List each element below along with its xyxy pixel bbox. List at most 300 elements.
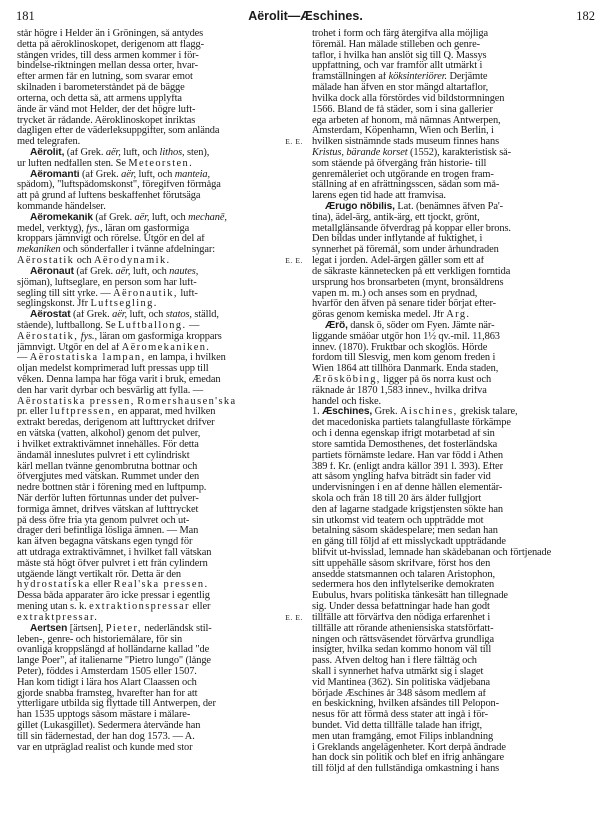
text-line	[17, 299, 303, 310]
text-line	[312, 245, 596, 256]
text-run: Meteorsten.	[128, 158, 194, 169]
text-run: ur luften nedfallen sten. Se	[17, 158, 129, 169]
text-line	[17, 267, 303, 278]
text-line	[17, 51, 303, 62]
text-run: till sin fädernestad, der han dog 1573. — A.	[17, 731, 195, 742]
text-line	[17, 310, 303, 321]
text-run: utgående långt vertikalt rör. Detta är den	[17, 569, 182, 580]
text-run: trohet i form och färg återgifva alla möjliga	[312, 29, 489, 39]
text-line	[312, 570, 596, 581]
text-run: sig. Under dessa befattningar hade han godt	[312, 602, 490, 613]
text-run: ansedde statsmannen och talaren Aristophon,	[312, 569, 495, 580]
text-run: spådom), "luftspådomskonst", föregifven förmåga	[17, 180, 221, 191]
text-run: extrakt beredas, derigenom att lufttrycket drifver	[17, 418, 215, 429]
text-line	[312, 159, 596, 170]
text-run: nesus för att förmå dess stater att ingå i för-	[312, 710, 489, 721]
text-run: taflor, i hvilka han anslöt sig till Q. Massys	[312, 50, 487, 61]
text-line	[312, 462, 596, 473]
text-line	[312, 364, 596, 375]
text-run: synnerhet på föremål, som under århundraden	[312, 245, 499, 256]
text-run: köksinteriörer.	[388, 72, 448, 83]
text-run: mening utan s. k.	[17, 602, 90, 613]
text-run: gjorde snabba framsteg, hvarefter han for att	[17, 688, 198, 699]
text-line	[312, 353, 596, 364]
text-run: en gång till följd af ett misslyckadt uppträdande	[312, 537, 506, 548]
text-run: stången vrides, till dess armen kommer i för-	[17, 50, 199, 61]
entry-headword: Aëronaut	[30, 266, 74, 277]
text-line	[312, 635, 596, 646]
text-run: ände är vänd mot Helder, der det högre luft-	[17, 104, 196, 115]
text-line	[312, 689, 596, 700]
text-run: undervisningen i en af denne hållen elementär-	[312, 483, 503, 494]
text-run: lange Poer", af italienarne "Pietro lungo" (långe	[17, 656, 211, 667]
text-line	[17, 332, 303, 343]
entry-headword: Aertsen	[30, 623, 68, 634]
text-run: genremåleriet och utgörande en trogen fram-	[312, 169, 494, 180]
text-run: Den bildas under inflytande af fuktighet, i	[312, 234, 483, 245]
author-signature: E. E.	[285, 137, 303, 147]
text-run: leben-, genre- och historiemålare, för sin	[17, 634, 183, 645]
text-line	[17, 256, 303, 267]
text-line	[17, 678, 303, 689]
text-line	[17, 667, 303, 678]
text-run: med telegrafen.	[17, 137, 81, 148]
text-run: att på grund af luftens beskaffenhet förutsäga	[17, 191, 201, 202]
text-line	[312, 602, 596, 613]
text-run: och i denna egenskap ifrigt motarbetad af sin	[312, 429, 495, 440]
text-line	[312, 126, 596, 137]
text-line	[17, 483, 303, 494]
text-line	[312, 224, 596, 235]
text-run: insigter, hvilka sedan kommo honom väl till	[312, 645, 492, 656]
text-run: handel och fiske.	[312, 396, 381, 407]
text-line	[17, 180, 303, 191]
text-line	[312, 537, 596, 548]
text-line	[312, 526, 596, 537]
text-line	[17, 105, 303, 116]
text-line	[17, 516, 303, 527]
text-line	[17, 94, 303, 105]
text-run: målade han äfven en stor mängd altartaflor,	[312, 83, 489, 94]
text-run: —	[186, 320, 200, 331]
text-run: kommande händelser.	[17, 202, 106, 212]
text-line	[17, 537, 303, 548]
text-run: manteia,	[174, 169, 211, 180]
text-line	[17, 29, 303, 40]
text-run: luft, och	[120, 147, 160, 158]
text-run: mechanē,	[188, 212, 227, 223]
text-line	[312, 548, 596, 559]
text-run: mekaniken	[17, 245, 61, 256]
text-line	[312, 407, 596, 418]
text-run: ningen och rättsväsendet förvärfva grundliga	[312, 634, 494, 645]
text-run: —	[17, 353, 30, 364]
text-line	[312, 202, 596, 213]
text-run: till följd af den fullständiga omkastning i hans	[312, 764, 500, 775]
text-line	[17, 462, 303, 473]
text-run: gillet (Lukasgillet). Sedermera återvände han	[17, 721, 201, 731]
text-line	[17, 40, 303, 51]
text-line	[312, 418, 596, 429]
text-run: skall i synnerhet hafva utmärkt sig i slaget	[312, 666, 484, 677]
text-line	[17, 343, 303, 354]
text-line	[312, 699, 596, 710]
entry-headword: Æschines,	[322, 407, 373, 418]
text-run: ovanliga kroppslängd af holländarne kallad "de	[17, 645, 210, 656]
text-run: Han kom tidigt i lära hos Alart Claassen och	[17, 677, 197, 688]
text-run: extraktpressar.	[17, 612, 99, 623]
text-line	[312, 116, 596, 127]
text-line	[17, 699, 303, 710]
text-run: räknade år 1870 1,583 innev., hvilka drifva	[312, 385, 487, 396]
text-run: När derför luften förtunnas under det pulver-	[17, 493, 199, 504]
text-run: ställning af en afrättningsscen, sådan som må-	[312, 180, 500, 191]
text-line	[312, 451, 596, 462]
text-run: Ärg.	[446, 310, 471, 321]
text-run: Derjämte	[447, 72, 488, 83]
text-run: pass. Äfven deltog han i flere fälttåg och	[312, 656, 477, 667]
text-run: en apparat, med hvilken	[115, 407, 216, 418]
text-run: stående), luftballong. Se	[17, 320, 118, 331]
text-run: dagligen efter de väderleksuppgifter, som anlända	[17, 126, 220, 137]
text-line	[312, 397, 596, 408]
text-run: Aërostatik	[17, 256, 75, 267]
entry-headword: Aërolit,	[30, 147, 65, 158]
text-line	[312, 656, 596, 667]
text-run: han dock sin politik och blef en ifrig anhängare	[312, 753, 504, 764]
text-run: vid Mantinea (362). Sin politiska vädjebana	[312, 677, 491, 688]
text-line	[312, 61, 596, 72]
text-line	[312, 191, 596, 202]
text-line	[312, 137, 596, 148]
text-line	[312, 580, 596, 591]
text-run: måste stå högt öfver pulvret i ett från cylindern	[17, 558, 208, 569]
text-run: orterna, och detta så, att armens upplyfta	[17, 93, 182, 104]
text-line	[17, 289, 303, 300]
text-run: efter armen får en lutning, som svarar emot	[17, 72, 193, 83]
text-run: drager deri befintliga lösliga ämnen. — Man	[17, 526, 199, 537]
text-run: eller	[189, 602, 211, 613]
text-run: lithos,	[159, 147, 185, 158]
text-line	[17, 386, 303, 397]
text-run: pr. eller	[17, 407, 51, 418]
text-run: extraktionspressar	[89, 602, 190, 613]
text-line	[17, 656, 303, 667]
text-line	[312, 472, 596, 483]
text-line	[312, 343, 596, 354]
text-line	[312, 310, 596, 321]
text-line	[312, 483, 596, 494]
text-line	[312, 278, 596, 289]
text-run: sten),	[184, 147, 210, 158]
text-line	[17, 72, 303, 83]
left-column	[17, 29, 303, 753]
text-line	[312, 429, 596, 440]
text-run: Dessa båda apparater äro icke pressar i egentlig	[17, 591, 210, 602]
text-run: innev. (1870). Fruktbar och skoglös. Hörde	[312, 342, 488, 353]
text-run: står högre i Helder än i Gröningen, så antydes	[17, 29, 204, 39]
text-line	[17, 440, 303, 451]
text-run: dansk ö, söder om Fyen. Jämte när-	[347, 320, 495, 331]
text-line	[17, 591, 303, 602]
text-run: Aëronautik,	[113, 288, 178, 299]
page-number-left: 181	[16, 9, 35, 23]
text-run: sedermera hos den inflytelserike demokraten	[312, 580, 495, 591]
text-run: 389 f. Kr. (enligt andra källor 391 l. 393). Efter	[312, 461, 503, 472]
text-run: detta på aëroklinoskopet, derigenom att flagg-	[17, 39, 204, 50]
text-run: luft, och	[127, 310, 166, 321]
text-run: uppfattning, och var framför allt utmärkt i	[312, 61, 483, 72]
text-line	[312, 613, 596, 624]
text-run: larens egen tid hade att framvisa.	[312, 191, 446, 202]
text-run: öfvergjutes med vätskan. Rummet under den	[17, 472, 200, 483]
text-run: Grek.	[372, 407, 401, 418]
text-run: han 1535 upptogs såsom mästare i målare-	[17, 710, 191, 721]
text-run: göras genom kemiska medel. Jfr	[312, 310, 447, 321]
text-run: Luftsegling.	[90, 299, 158, 310]
text-run: att såsom yngling hafva biträdt sin fader vid	[312, 472, 491, 483]
entry-headword: Aërostat	[30, 310, 71, 321]
text-line	[17, 234, 303, 245]
text-line	[312, 29, 596, 40]
text-line	[312, 180, 596, 191]
text-run: aër,	[134, 212, 150, 223]
text-line	[17, 364, 303, 375]
text-run: fys.,	[80, 331, 98, 342]
text-run: Wien 1864 att tillhöra Danmark. Enda staden,	[312, 364, 499, 375]
text-line	[312, 72, 596, 83]
right-column	[312, 29, 596, 775]
text-line	[17, 170, 303, 181]
text-run: ursprung hos bronsarbeten (mynt, bronsåldrens	[312, 277, 504, 288]
text-run: det macedoniska partiets talangfullaste förkämpe	[312, 418, 511, 429]
text-run: vêken. Denna lampa har föga varit i bruk, emedan	[17, 375, 221, 385]
text-run: 1.	[312, 407, 323, 418]
text-run: sjöman), luftseglare, en person som har luft-	[17, 277, 197, 288]
text-run: Aërostatiska lampan,	[29, 353, 146, 364]
text-run: skola och från 18 till 20 års ålder fullgjort	[312, 493, 482, 504]
text-run: kärl mellan tvänne genombrutna bottnar och	[17, 461, 198, 472]
text-line	[17, 213, 303, 224]
text-run: föremål. Han målade stilleben och genre-	[312, 39, 480, 50]
text-run: den af lagarne stadgade krigstjensten sökte han	[312, 504, 503, 515]
text-line	[312, 299, 596, 310]
text-run: medel, verktyg),	[17, 223, 87, 234]
author-signature: E. E.	[285, 612, 303, 622]
text-line	[17, 743, 303, 754]
text-line	[312, 516, 596, 527]
text-run: oljan medelst komprimerad luft pressas upp till	[17, 364, 209, 375]
text-line	[312, 559, 596, 570]
text-run: hvilken sistnämnde stads museum finnes hans	[312, 137, 500, 148]
text-line	[312, 494, 596, 505]
text-run: formiga ämnet, drifves vätskan af lufttrycket	[17, 504, 199, 515]
text-run: Eubulus, hvars politiska tänkesätt han tillegnade	[312, 591, 508, 602]
header-title: Aërolit—Æschines.	[248, 9, 363, 23]
text-run: och sönderfaller i tvänne afdelningar:	[60, 245, 216, 256]
text-run: Kristus, bärande korset	[312, 147, 408, 158]
text-line	[17, 375, 303, 386]
entry-headword: Aëromanti	[30, 169, 80, 180]
text-run: trycket är rådande. Aëroklinoskopet inriktas	[17, 115, 196, 126]
text-line	[17, 580, 303, 591]
text-run: vapen m. m.) och anses som en prydnad,	[312, 288, 478, 299]
text-run: store samtida Demosthenes, det fosterländska	[312, 439, 498, 450]
text-line	[312, 678, 596, 689]
text-run: Peter), föddes i Amsterdam 1505 eller 1507.	[17, 666, 197, 677]
text-line	[312, 256, 596, 267]
text-run: var en utpräglad realist och kunde med stor	[17, 742, 193, 753]
text-line	[17, 505, 303, 516]
text-run: [ärtsen],	[67, 623, 106, 634]
text-run: ändamål inneslutes pulvret i ett cylindriskt	[17, 450, 190, 461]
text-line	[17, 224, 303, 235]
text-run: betalning såsom skådespelare; men sedan han	[312, 526, 498, 537]
text-line	[17, 202, 303, 213]
text-run: nautes,	[169, 266, 199, 277]
text-line	[312, 170, 596, 181]
entry-headword: Ærö,	[325, 320, 348, 331]
text-run: ytterligare utbilda sig flyttade till Antwerpen, der	[17, 699, 216, 710]
text-line	[312, 375, 596, 386]
text-run: seglingskonst. Jfr	[17, 299, 91, 310]
text-run: Aëromekaniken.	[121, 342, 211, 353]
text-line	[17, 353, 303, 364]
text-line	[312, 440, 596, 451]
text-run: men utan framgång, emot Filips inblandning	[312, 731, 494, 742]
text-run: Lat. (benämnes äfven Pa'-	[394, 202, 503, 212]
text-line	[17, 245, 303, 256]
text-run: blifvit ut-hvisslad, lemnade han skådebanan och förtjenade	[312, 548, 552, 558]
text-line	[312, 624, 596, 635]
text-run: Ærösköbing,	[312, 375, 381, 385]
text-run: aër,	[112, 310, 128, 321]
text-line	[17, 83, 303, 94]
running-header	[16, 8, 595, 24]
text-line	[312, 645, 596, 656]
text-line	[17, 451, 303, 462]
text-run: bundet. Vid detta tillfälle talade han ifrigt,	[312, 721, 483, 731]
text-line	[312, 321, 596, 332]
text-run: Romershausen'ska	[137, 396, 237, 407]
text-line	[312, 234, 596, 245]
text-run: en vätska (vatten, alkohol) genom det pulver,	[17, 429, 201, 440]
text-run: i Greklands angelägenheter. Kort derpå ändrade	[312, 742, 506, 753]
text-run: tina), ädel-ärg, antik-ärg, ett tjockt, grönt,	[312, 212, 480, 223]
text-line	[17, 645, 303, 656]
text-run: ligger på ös norra kust och	[380, 375, 492, 385]
text-run: kan äfven begagna vätskans egen tyngd för	[17, 537, 193, 548]
text-line	[312, 667, 596, 678]
text-run: Aischines,	[400, 407, 458, 418]
text-run: (1552), karakteristisk så-	[407, 147, 512, 158]
text-run: (af Grek.	[92, 212, 135, 223]
text-line	[312, 105, 596, 116]
text-line	[17, 61, 303, 72]
text-run: en lampa, i hvilken	[145, 353, 226, 364]
text-run: i hvilket extraktivämnet innehålles. För detta	[17, 439, 199, 450]
text-run: legat i jorden. Ädel-ärgen gäller som ett af	[312, 256, 484, 267]
text-run: ställd,	[191, 310, 219, 321]
text-run: fordom till Slesvig, men kom genom freden i	[312, 353, 496, 364]
text-run: (af Grek.	[79, 169, 122, 180]
text-line	[312, 753, 596, 764]
text-line	[17, 321, 303, 332]
text-line	[17, 429, 303, 440]
text-run: på dess öfre fria yta genom pulvret och ut-	[17, 515, 190, 526]
text-line	[312, 51, 596, 62]
text-line	[17, 689, 303, 700]
text-run: att utdraga extraktivämnet, i hvilket fall vätskan	[17, 548, 212, 558]
page-number-right: 182	[576, 9, 595, 23]
text-line	[312, 332, 596, 343]
text-run: luft-	[177, 288, 198, 299]
text-line	[312, 721, 596, 732]
text-line	[312, 94, 596, 105]
text-run: liggande småöar utgör hon 1½ qv.-mil. 11,863	[312, 331, 500, 342]
text-line	[17, 126, 303, 137]
text-run: tillfälle att förvärfva den nödiga erfarenhet i	[312, 612, 491, 623]
text-line	[17, 116, 303, 127]
text-run: de säkraste kännetecken på ett verkligen forntida	[312, 266, 511, 277]
text-run: luft, och	[149, 212, 189, 223]
text-run: började Æschines år 348 såsom medlem af	[312, 688, 486, 699]
entry-headword: Ærugo nöbilis,	[325, 202, 395, 212]
text-run: Aërostatiska pressen,	[17, 396, 135, 407]
text-run: hvarför den äfven på senare tider börjat efter-	[312, 299, 497, 310]
text-line	[17, 418, 303, 429]
text-run: bindelse-riktningen mellan dessa orter, hvar-	[17, 61, 198, 72]
text-line	[17, 721, 303, 732]
text-run: Pieter,	[105, 623, 142, 634]
text-run: sin utkomst vid teatern och uppträdde mot	[312, 515, 484, 526]
text-run: nedre bottnen står i förening med en luftpump.	[17, 483, 207, 494]
text-line	[17, 148, 303, 159]
text-line	[312, 83, 596, 94]
text-line	[17, 635, 303, 646]
text-run: segling till sitt yrke. —	[17, 288, 114, 299]
text-run: fys.,	[86, 223, 103, 234]
text-run: Aërostatik,	[17, 331, 79, 342]
text-run: (af Grek.	[70, 310, 113, 321]
text-run: grekisk talare,	[457, 407, 518, 418]
text-line	[312, 213, 596, 224]
text-run: partiets förnämste ledare. Han var född i Athen	[312, 450, 503, 461]
text-run: aër,	[105, 147, 121, 158]
text-run: aër,	[115, 266, 131, 277]
text-run: luft, och	[130, 266, 170, 277]
text-line	[17, 624, 303, 635]
text-run: Amsterdam, Köpenhamn, Wien och Berlin, i	[312, 126, 494, 137]
text-line	[17, 494, 303, 505]
text-line	[17, 613, 303, 624]
text-line	[17, 278, 303, 289]
text-run: 1566. Bland de få städer, som i sina gallerier	[312, 104, 493, 115]
text-line	[17, 159, 303, 170]
text-line	[312, 591, 596, 602]
text-run: luft, och	[136, 169, 175, 180]
text-run: luftpressen,	[50, 407, 116, 418]
entry-headword: Aëromekanik	[30, 212, 93, 223]
text-run: en beskickning, hvilken afsändes till Pelopon-	[312, 699, 500, 710]
text-line	[312, 148, 596, 159]
text-line	[17, 526, 303, 537]
text-line	[17, 559, 303, 570]
text-run: som stående på öfvergång från historie- till	[312, 158, 487, 169]
text-line	[312, 386, 596, 397]
text-line	[17, 137, 303, 148]
text-run: nederländsk stil-	[141, 623, 212, 634]
